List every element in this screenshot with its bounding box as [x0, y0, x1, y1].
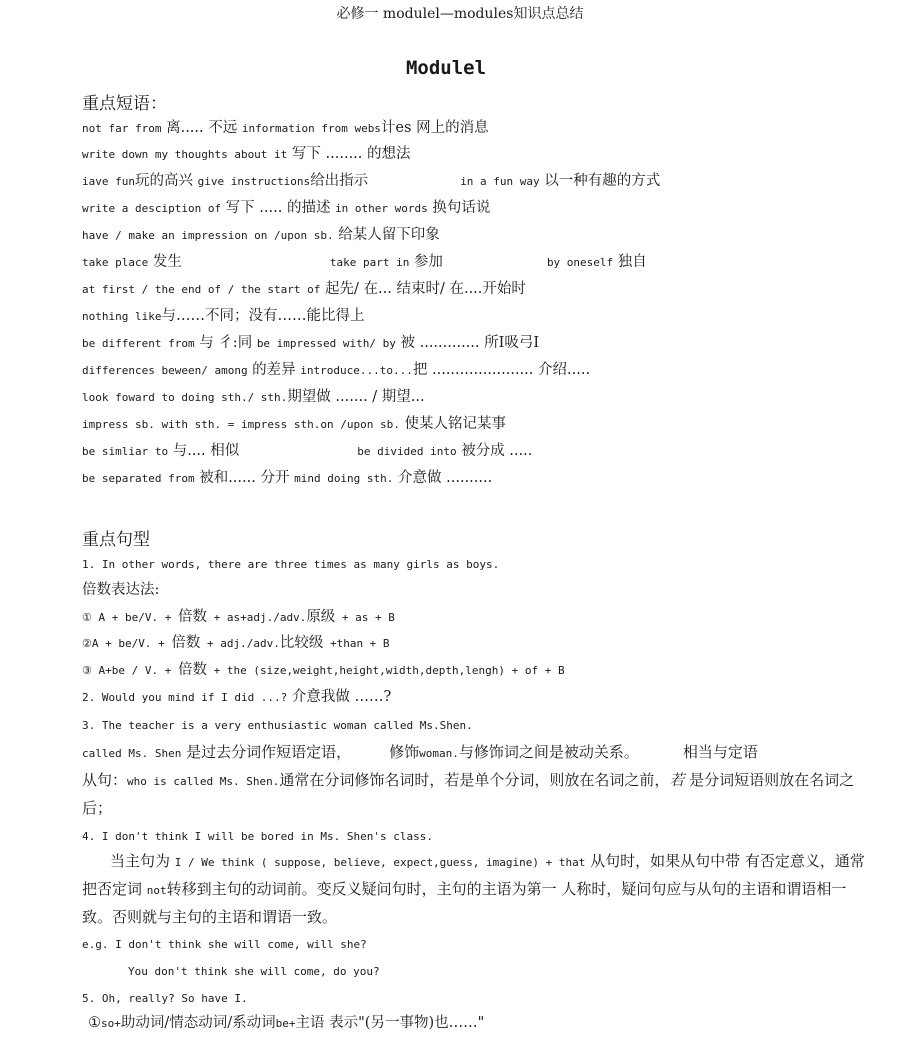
page-header: 必修一 modulel—modules知识点总结 [336, 6, 584, 22]
phrase-line-5: have / make an impression on /upon sb. 给某人留下印象 [82, 227, 440, 243]
sentence-3-explanation: called Ms. Shen 是过去分词作短语定语， 修饰woman.与修饰词之间是被动关系。 相当与定语 从句：who is called Ms. Shen.通常在分词修饰名词时，若是单个分词，则放在名词之前，若 是分词短语则放在名词之后； [82, 743, 855, 817]
sentence-5: 5. Oh, really? So have I. [82, 992, 248, 1005]
sentence-2: 2. Would you mind if I did ...? 介意我做 ……? [82, 689, 392, 705]
formula-2: ②A + be/V. + 倍数 + adj./adv.比较级 +than + B [82, 635, 390, 651]
phrase-line-10: differences beween/ among 的差异 introduce...to...把 ...................... 介绍..... [82, 362, 591, 378]
module-title: Modulel [405, 57, 487, 79]
phrase-line-14: be separated from 被和...... 分开 mind doing sth. 介意做 .......... [82, 470, 493, 486]
sentence-3: 3. The teacher is a very enthusiastic woman called Ms.Shen. [82, 719, 473, 732]
phrase-line-4: write a desciption of 写下 ..... 的描述 in other words 换句话说 [82, 200, 491, 216]
sentence-4: 4. I don't think I will be bored in Ms. Shen's class. [82, 830, 433, 843]
phrase-line-8: nothing like与……不同；没有……能比得上 [82, 308, 365, 324]
example-1: e.g. I don't think she will come, will she? [82, 938, 367, 951]
phrase-line-9: be different from 与 彳:同 be impressed with/ by 被 ............. 所Ⅰ吸弓Ⅰ [82, 335, 540, 351]
phrase-line-7: at first / the end of / the start of 起先/ 在... 结束时/ 在....开始时 [82, 281, 526, 297]
phrase-line-3: iave fun玩的高兴 give instructions给出指示 in a fun way 以一种有趣的方式 [82, 173, 661, 189]
sentence-1: 1. In other words, there are three times as many girls as boys. [82, 558, 500, 571]
sentence-4-explanation: 当主句为 I / We think ( suppose, believe, expect,guess, imagine) + that 从句时，如果从句中带 有否定意义，通常把否定词 not转移到主句的动词前。变反义疑问句时，主句的主语为第一 人称时，疑问句应与从句的主语和谓语相一致。否则就与主句的主语和谓语一致。 [82, 852, 865, 926]
phrase-line-2: write down my thoughts about it 写下 ........ 的想法 [82, 146, 411, 162]
example-2: You don't think she will come, do you? [128, 965, 380, 978]
formula-3: ③ A+be / V. + 倍数 + the (size,weight,height,width,depth,lengh) + of + B [82, 662, 565, 678]
key-phrases-heading: 重点短语： [82, 94, 167, 114]
key-sentences-heading: 重点句型 [82, 530, 150, 550]
phrase-line-12: impress sb. with sth. = impress sth.on /upon sb. 使某人铭记某事 [82, 416, 506, 432]
phrase-line-6: take place 发生 take part in 参加 by oneself 独自 [82, 254, 647, 270]
multiplier-label: 倍数表达法: [82, 582, 160, 598]
phrase-line-1: not far from 离..... 不远 information from webs计es 网上的消息 [82, 120, 489, 136]
phrase-line-13: be simliar to 与.... 相似 be divided into 被分成 ..... [82, 443, 533, 459]
phrase-line-11: look foward to doing sth./ sth.期望做 ....... / 期望... [82, 389, 425, 405]
sentence-5-rule: ①so+助动词/情态动词/系动词be+主语 表示"(另一事物)也……" [88, 1015, 485, 1031]
formula-1: ① A + be/V. + 倍数 + as+adj./adv.原级 + as + B [82, 609, 395, 625]
